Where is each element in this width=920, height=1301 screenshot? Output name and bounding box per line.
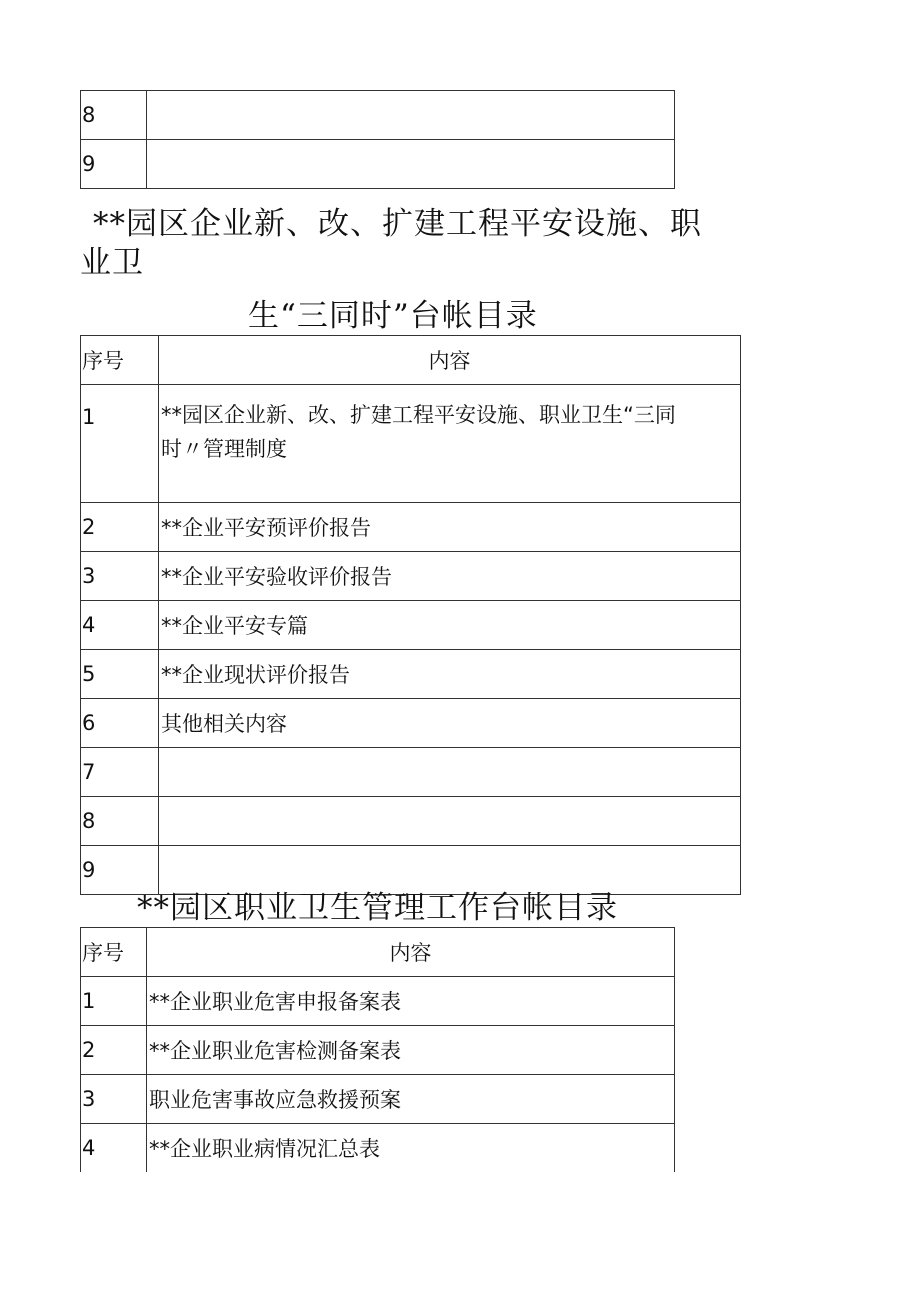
three-simultaneous-ledger-table xyxy=(80,335,741,895)
row-content xyxy=(147,91,675,140)
row-number: 4 xyxy=(81,601,159,650)
table-row xyxy=(81,385,741,503)
row-content: **企业平安预评价报告 xyxy=(159,503,741,552)
table-row xyxy=(81,91,675,140)
row-content xyxy=(159,385,741,503)
row-number: 1 xyxy=(81,385,159,503)
row-number: 3 xyxy=(81,1075,147,1124)
row-number: 4 xyxy=(81,1124,147,1173)
table-row xyxy=(81,1124,675,1173)
row-content xyxy=(159,797,741,846)
table-row xyxy=(81,552,741,601)
table-row xyxy=(81,748,741,797)
row-number: 9 xyxy=(81,846,159,895)
table-row xyxy=(81,977,675,1026)
row-content: **企业职业病情况汇总表 xyxy=(147,1124,675,1173)
row-number: 2 xyxy=(81,503,159,552)
row-content-line1: **园区企业新、改、扩建工程平安设施、职业卫生“三同 xyxy=(161,403,676,427)
table-header-row xyxy=(81,336,741,385)
row-number: 3 xyxy=(81,552,159,601)
table-row xyxy=(81,601,741,650)
table-row xyxy=(81,1026,675,1075)
header-content: 内容 xyxy=(159,336,741,385)
table-row xyxy=(81,650,741,699)
row-content: 职业危害事故应急救援预案 xyxy=(147,1075,675,1124)
table-row xyxy=(81,797,741,846)
row-content: 其他相关内容 xyxy=(159,699,741,748)
section1-title-line1: **园区企业新、改、扩建工程平安设施、职 xyxy=(93,206,702,242)
row-content-line2: 时〃管理制度 xyxy=(161,437,287,461)
table-row xyxy=(81,1075,675,1124)
section1-title-line3: 生“三同时”台帐目录 xyxy=(248,298,538,334)
row-number: 7 xyxy=(81,748,159,797)
row-number: 8 xyxy=(81,797,159,846)
header-number: 序号 xyxy=(81,336,159,385)
table-header-row xyxy=(81,928,675,977)
row-content xyxy=(159,748,741,797)
row-content: **企业职业危害检测备案表 xyxy=(147,1026,675,1075)
header-number: 序号 xyxy=(81,928,147,977)
row-content: **企业平安专篇 xyxy=(159,601,741,650)
table-row xyxy=(81,140,675,189)
section2-title: **园区职业卫生管理工作台帐目录 xyxy=(137,890,618,926)
header-content: 内容 xyxy=(147,928,675,977)
table-row xyxy=(81,699,741,748)
row-number: 2 xyxy=(81,1026,147,1075)
row-number: 6 xyxy=(81,699,159,748)
section1-title-line2: 业卫 xyxy=(80,245,144,281)
row-content: **企业平安验收评价报告 xyxy=(159,552,741,601)
table-row xyxy=(81,503,741,552)
occupational-health-ledger-table xyxy=(80,927,675,1172)
row-content xyxy=(147,140,675,189)
row-number: 1 xyxy=(81,977,147,1026)
ledger-table-top xyxy=(80,90,675,189)
row-content: **企业职业危害申报备案表 xyxy=(147,977,675,1026)
row-content: **企业现状评价报告 xyxy=(159,650,741,699)
row-number: 9 xyxy=(81,140,147,189)
row-number: 8 xyxy=(81,91,147,140)
row-number: 5 xyxy=(81,650,159,699)
